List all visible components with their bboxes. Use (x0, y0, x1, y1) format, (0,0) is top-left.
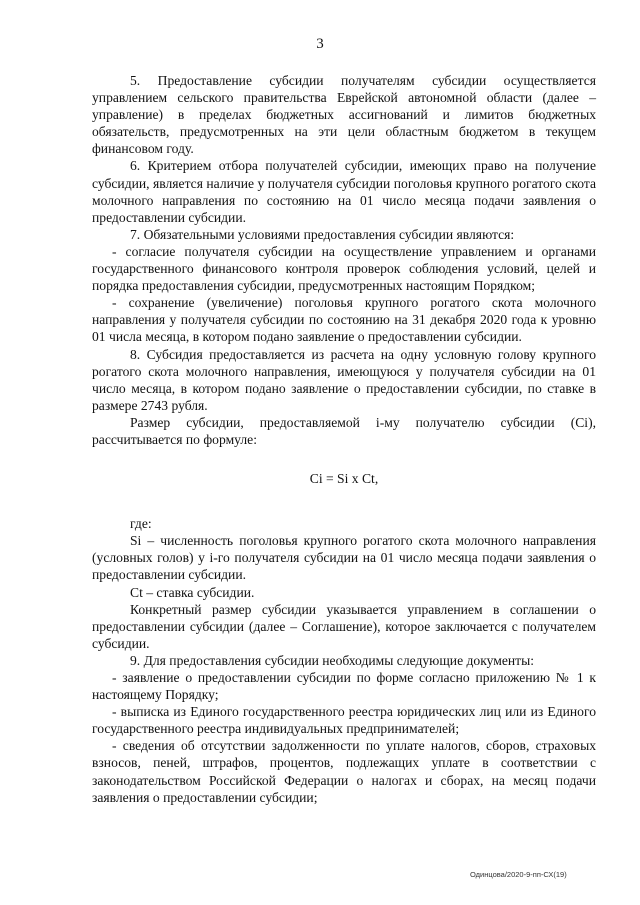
paragraph-7: 7. Обязательными условиями предоставления субсидии являются: (130, 226, 515, 242)
agreement-paragraph: Конкретный размер субсидии указывается управлением в соглашении о предоставлении субсидии (далее – Соглашение), которое заключается с получателем субсидии. (92, 601, 596, 651)
condition-livestock: - сохранение (увеличение) поголовья крупного рогатого скота молочного направления у получателя субсидии по состоянию на 31 декабря 2020 года к уровню 01 числа месяца, в котором подано заявление о предоставлении субсидии. (92, 295, 596, 345)
page-number: 3 (316, 36, 324, 52)
paragraph-6: 6. Критерием отбора получателей субсидии, имеющих право на получение субсидии, является наличие у получателя субсидии поголовья крупного рогатого скота молочного направления по состоянию на 01 число месяца подачи заявления о предоставлении субсидии. (92, 158, 596, 225)
document-no-debt-info: - сведения об отсутствии задолженности по уплате налогов, сборов, страховых взносов, пеней, штрафов, процентов, подлежащих уплате в соответствии с законодательством Российской Федерации о налогах и сборах, на месяц подачи заявления о предоставлении субсидии; (92, 738, 596, 805)
footer-document-code: Одинцова/2020-9-пп-СХ(19) (470, 870, 567, 879)
document-application: - заявление о предоставлении субсидии по форме согласно приложению № 1 к настоящему Порядку; (92, 670, 596, 703)
definition-ct: Ct – ставка субсидии. (130, 584, 255, 600)
paragraph-9: 9. Для предоставления субсидии необходимы следующие документы: (130, 652, 535, 668)
paragraph-8: 8. Субсидия предоставляется из расчета на одну условную голову крупного рогатого скота молочного направления, имеющуюся у получателя субсидии на 01 число месяца, в котором подано заявление о предоставлении субсидии, по ставке в размере 2743 рубля. (92, 346, 596, 413)
where-label: где: (130, 516, 152, 532)
condition-consent: - согласие получателя субсидии на осуществление управлением и органами государственного финансового контроля проверок соблюдения условий, целей и порядка предоставления субсидии, предусмотренных настоящим Порядком; (92, 243, 596, 294)
subsidy-size-intro: Размер субсидии, предоставляемой i-му получателю субсидии (Ci), рассчитывается по формуле: (92, 414, 596, 447)
document-body (92, 72, 596, 806)
definition-si: Si – численность поголовья крупного рогатого скота молочного направления (условных голов) у i-го получателя субсидии на 01 число месяца подачи заявления о предоставлении субсидии. (92, 533, 596, 583)
formula: Ci = Si x Ct, (309, 471, 379, 487)
paragraph-5: 5. Предоставление субсидии получателям субсидии осуществляется управлением сельского правительства Еврейской автономной области (далее – управление) в пределах бюджетных ассигнований и лимитов бюджетных обязательств, предусмотренных на эти цели областным бюджетом в текущем финансовом году. (92, 73, 596, 157)
document-registry-extract: - выписка из Единого государственного реестра юридических лиц или из Единого государственного реестра индивидуальных предпринимателей; (92, 704, 596, 737)
